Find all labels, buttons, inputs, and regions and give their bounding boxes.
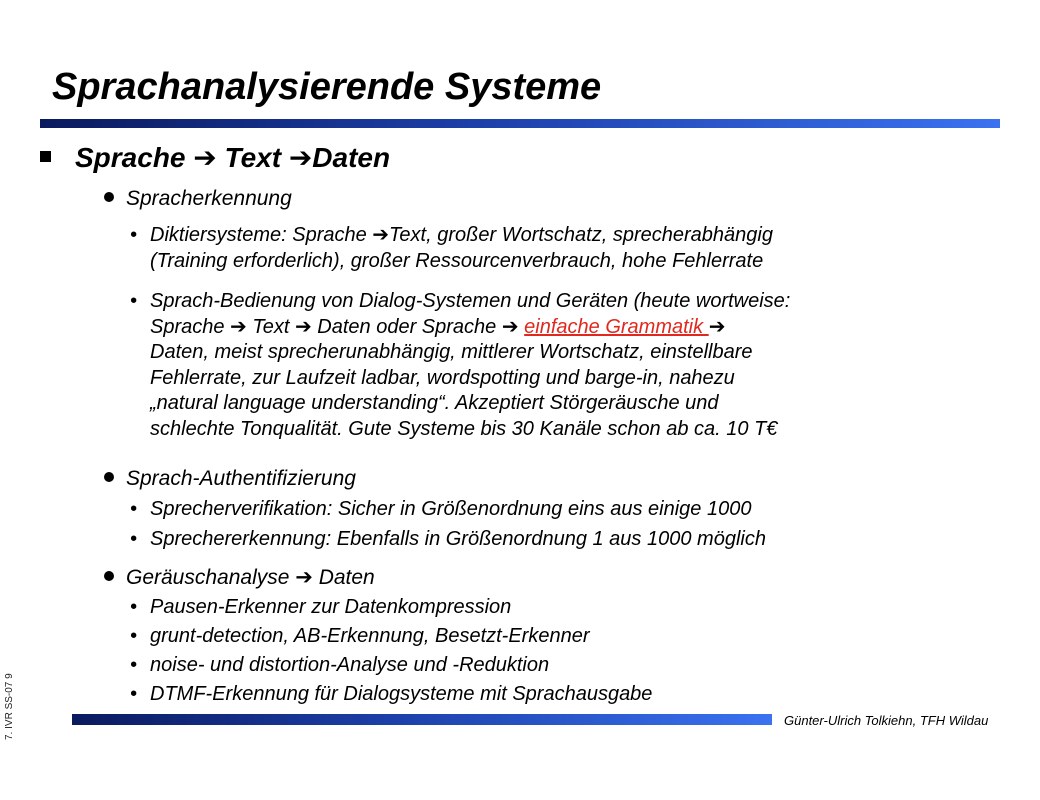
bullet-noise-analyse [130,653,1010,679]
main-heading-text: Sprache ➔ Text ➔Daten [75,142,391,173]
einfache-grammatik-link[interactable]: einfache Grammatik [524,315,709,338]
bullet-dot-icon: • [130,654,138,676]
slide-number-label: 7. IVR SS-07 9 [4,673,15,740]
bullet-pausen-erkenner [130,595,1010,621]
bullet-line: Daten, meist sprecherunabhängig, mittlerer Wortschatz, einstellbare [150,341,753,363]
bullet-line: Pausen-Erkenner zur Datenkompression [150,596,512,618]
section-title: Spracherkennung [126,187,292,210]
bullet-diktiersysteme [130,223,1010,274]
bullet-line: DTMF-Erkennung für Dialogsysteme mit Sprachausgabe [150,683,653,705]
bullet-dot-icon: • [130,683,138,705]
bullet-dot-icon: • [130,625,138,647]
main-heading [40,140,390,176]
section-sprach-authentifizierung [104,466,356,492]
section-title: Geräuschanalyse ➔ Daten [126,566,375,589]
section-title: Sprach-Authentifizierung [126,467,356,490]
bullet-line: noise- und distortion-Analyse und -Reduktion [150,654,550,676]
title-divider-bar [40,119,1000,128]
round-bullet-icon [104,472,114,482]
bullet-dot-icon: • [130,596,138,618]
bullet-line: grunt-detection, AB-Erkennung, Besetzt-Erkenner [150,625,590,647]
bullet-line-text: ➔ [708,315,726,338]
bullet-line-text: Sprache ➔ Text ➔ Daten oder Sprache ➔ [150,315,525,338]
round-bullet-icon [104,192,114,202]
bullet-line-with-link [150,315,1010,341]
square-bullet-icon [40,151,51,162]
bullet-sprach-bedienung [130,289,1010,442]
bullet-line: Sprach-Bedienung von Dialog-Systemen und Geräten (heute wortweise: [150,290,791,312]
bullet-dot-icon: • [130,290,138,312]
slide-title: Sprachanalysierende Systeme [52,66,602,108]
section-geraeuschanalyse [104,565,375,591]
bullet-line: Sprecherverifikation: Sicher in Größenordnung eins aus einige 1000 [150,498,752,520]
bullet-dot-icon: • [130,528,138,550]
bullet-line: Sprechererkennung: Ebenfalls in Größenordnung 1 aus 1000 möglich [150,528,766,550]
footer-author: Günter-Ulrich Tolkiehn, TFH Wildau [784,713,989,728]
footer-divider-bar [72,714,772,725]
bullet-line: „natural language understanding“. Akzeptiert Störgeräusche und [150,392,719,414]
bullet-grunt-detection [130,624,1010,650]
bullet-line: (Training erforderlich), großer Ressourcenverbrauch, hohe Fehlerrate [150,249,764,272]
bullet-sprecherverifikation [130,497,1010,523]
bullet-dot-icon: • [130,224,138,246]
bullet-dtmf-erkennung [130,682,1010,708]
section-spracherkennung [104,186,292,212]
bullet-dot-icon: • [130,498,138,520]
bullet-sprechererkennung [130,527,1010,553]
bullet-line: schlechte Tonqualität. Gute Systeme bis 30 Kanäle schon ab ca. 10 T€ [150,417,778,440]
bullet-line: Diktiersysteme: Sprache ➔Text, großer Wortschatz, sprecherabhängig [150,224,773,246]
bullet-line: Fehlerrate, zur Laufzeit ladbar, wordspotting und barge-in, nahezu [150,366,735,389]
round-bullet-icon [104,571,114,581]
